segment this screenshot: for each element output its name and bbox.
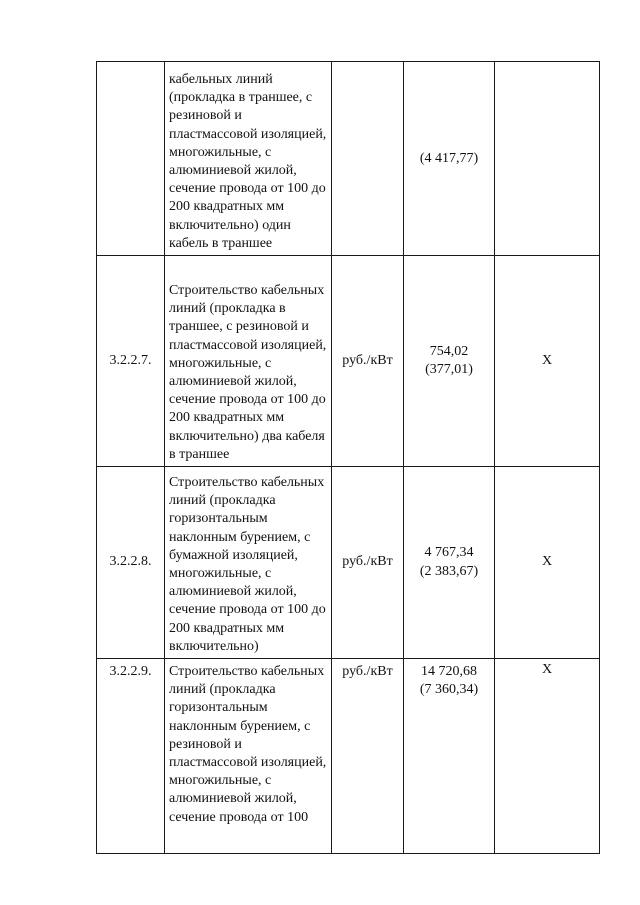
row-mark: X: [495, 256, 600, 467]
table-row: [97, 256, 600, 467]
row-unit: руб./кВт: [332, 256, 404, 467]
row-number: [97, 62, 165, 256]
row-mark: X: [495, 659, 600, 854]
row-unit: руб./кВт: [332, 467, 404, 659]
row-description-text: кабельных линий (прокладка в траншее, с резиновой и пластмассовой изоляцией, многожильные, с алюминиевой жилой, сечение провода от 100 до 200 квадратных мм включительно) один кабель в траншее: [169, 71, 327, 251]
row-number: 3.2.2.9.: [97, 659, 165, 854]
row-value-main: 4 767,34: [424, 545, 474, 561]
row-mark: [495, 62, 600, 256]
row-value-sub: (2 383,67): [419, 563, 479, 579]
row-unit: [332, 62, 404, 256]
row-mark: X: [495, 467, 600, 659]
row-description: [165, 62, 332, 256]
row-unit: руб./кВт: [332, 659, 404, 854]
row-value: [404, 659, 495, 854]
row-value: [404, 62, 495, 256]
row-description-text: Строительство кабельных линий (прокладка горизонтальным наклонным бурением, с резиновой и пластмассовой изоляцией, многожильные, с алюминиевой жилой, сечение провода от 100: [169, 664, 327, 825]
table-row: [97, 62, 600, 256]
row-value-main: 14 720,68: [421, 664, 477, 679]
row-value-sub: (4 417,77): [419, 151, 479, 167]
row-description: [165, 256, 332, 467]
tariff-table: [96, 61, 600, 854]
row-number: 3.2.2.8.: [97, 467, 165, 659]
row-value-main: 754,02: [429, 343, 469, 359]
row-description: [165, 659, 332, 854]
row-description-text: Строительство кабельных линий (прокладка в траншее, с резиновой и пластмассовой изоляцией, многожильные, с алюминиевой жилой, сечение провода от 100 до 200 квадратных мм включительно) два кабеля в траншее: [169, 282, 327, 462]
row-value: [404, 467, 495, 659]
table-row: [97, 467, 600, 659]
row-value-sub: (377,01): [425, 362, 473, 377]
row-description-text: Строительство кабельных линий (прокладка горизонтальным наклонным бурением, с бумажной изоляцией, многожильные, с алюминиевой жилой, сечение провода от 100 до 200 квадратных мм включительно): [169, 474, 326, 654]
row-value-sub: (7 360,34): [419, 682, 479, 698]
row-description: [165, 467, 332, 659]
row-value: [404, 256, 495, 467]
row-number: 3.2.2.7.: [97, 256, 165, 467]
table-row: [97, 659, 600, 854]
